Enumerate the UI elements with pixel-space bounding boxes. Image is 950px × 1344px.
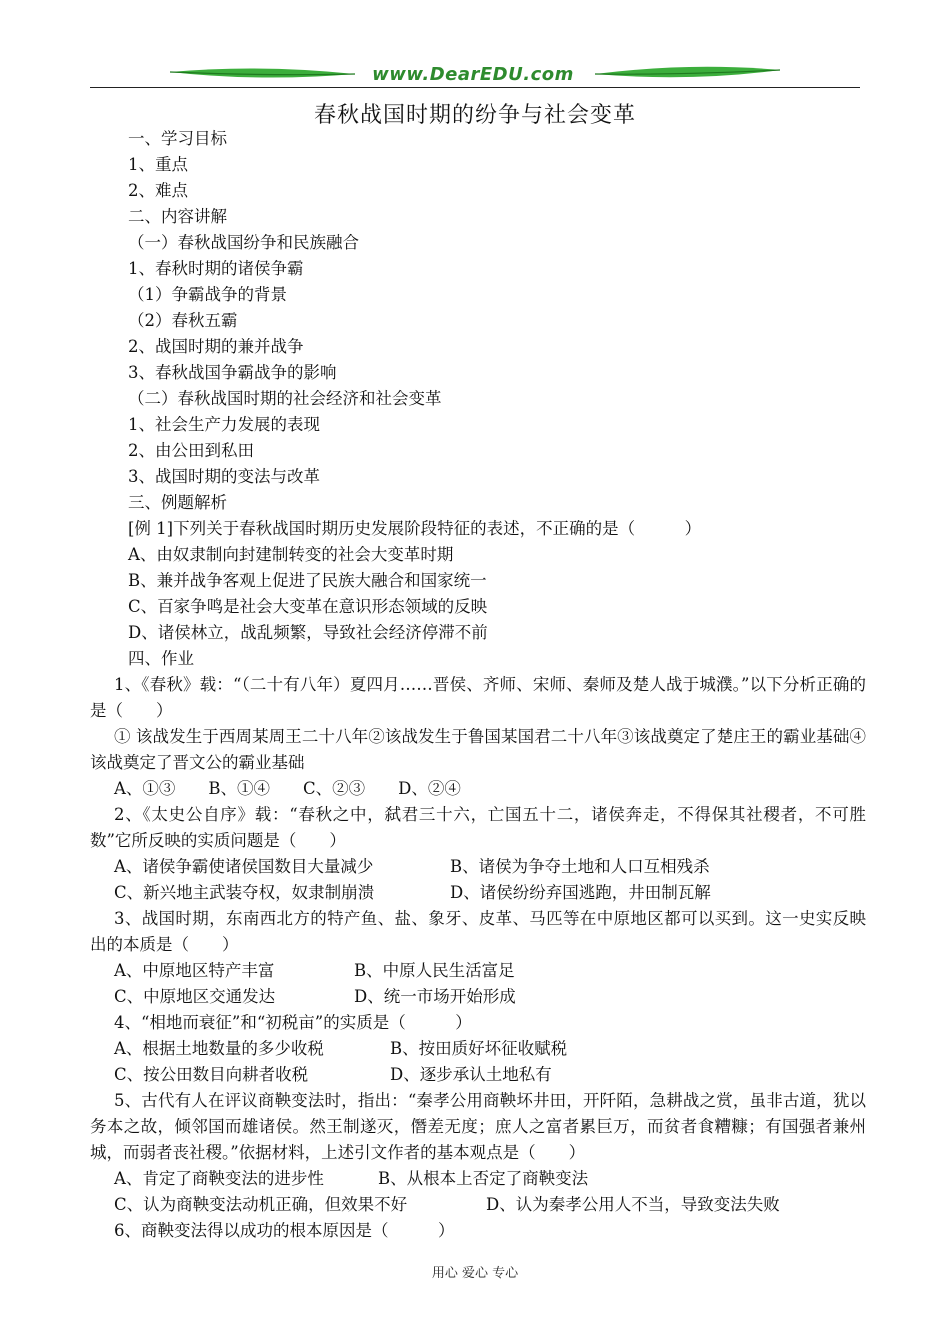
- outline-line: （一）春秋战国纷争和民族融合: [128, 233, 359, 252]
- homework-question-5: 5、古代有人在评议商鞅变法时，指出：“秦孝公用商鞅坏井田，开阡陌，急耕战之赏，虽非古道，犹以务本之故，倾邻国而雄诸侯。然王制遂灭，僭差无度；庶人之富者累巨万，而贫者食糟糠；有国强者兼州城，而弱者丧社稷。”依据材料，上述引文作者的基本观点是（ ）: [90, 1091, 866, 1162]
- outline-line: 1、春秋时期的诸侯争霸: [128, 259, 304, 278]
- outline-line: 2、难点: [128, 181, 188, 200]
- option-b: B、中原人民生活富足: [354, 961, 515, 980]
- homework-q1-items: ① 该战发生于西周某周王二十八年②该战发生于鲁国某国君二十八年③该战奠定了楚庄王的霸业基础④该战奠定了晋文公的霸业基础: [90, 727, 866, 772]
- option-b: B、诸侯为争夺土地和人口互相残杀: [450, 857, 710, 876]
- outline-line: 2、由公田到私田: [128, 441, 254, 460]
- homework-q5-options-row: [90, 1166, 866, 1192]
- homework-q4-options-row: [90, 1062, 866, 1088]
- outline-line: （1）争霸战争的背景: [128, 285, 287, 304]
- homework-question-4: 4、“相地而衰征”和“初税亩”的实质是（ ）: [114, 1013, 472, 1032]
- document-body: [90, 126, 866, 1244]
- option-c: C、新兴地主武装夺权，奴隶制崩溃: [114, 883, 375, 902]
- outline-line: 1、重点: [128, 155, 188, 174]
- homework-question-2: 2、《太史公自序》载：“春秋之中，弑君三十六，亡国五十二，诸侯奔走，不得保其社稷者，不可胜数”它所反映的实质问题是（ ）: [90, 805, 866, 850]
- outline-line: 一、学习目标: [128, 129, 227, 148]
- option-d: D、认为秦孝公用人不当，导致变法失败: [486, 1195, 780, 1214]
- outline-line: 3、战国时期的变法与改革: [128, 467, 320, 486]
- option-a: A、中原地区特产丰富: [114, 961, 275, 980]
- option-a: A、肯定了商鞅变法的进步性: [114, 1169, 324, 1188]
- homework-q3-options-row: [90, 984, 866, 1010]
- homework-q1-options: A、①③ B、①④ C、②③ D、②④: [114, 779, 461, 798]
- outline-line: 1、社会生产力发展的表现: [128, 415, 320, 434]
- homework-q2-options-row: [90, 854, 866, 880]
- option-b: B、按田质好坏征收赋税: [390, 1039, 568, 1058]
- homework-q3-options-row: [90, 958, 866, 984]
- page-title: 春秋战国时期的纷争与社会变革: [313, 103, 636, 128]
- homework-question-6: 6、商鞅变法得以成功的根本原因是（ ）: [114, 1221, 455, 1240]
- option-c: C、中原地区交通发达: [114, 987, 276, 1006]
- homework-q4-options-row: [90, 1036, 866, 1062]
- example-option: B、兼并战争客观上促进了民族大融合和国家统一: [128, 571, 487, 590]
- example-question: [例 1]下列关于春秋战国时期历史发展阶段特征的表述，不正确的是（ ）: [128, 519, 702, 538]
- option-d: D、逐步承认土地私有: [390, 1065, 552, 1084]
- header-logo: [170, 60, 780, 88]
- option-c: C、按公田数目向耕者收税: [114, 1065, 309, 1084]
- logo-text: www.DearEDU.com: [372, 64, 574, 85]
- outline-line: （2）春秋五霸: [128, 311, 238, 330]
- homework-question-1: 1、《春秋》载：“（二十有八年）夏四月……晋侯、齐师、宋师、秦师及楚人战于城濮。”以下分析正确的是（ ）: [90, 675, 866, 720]
- outline-line: （二）春秋战国时期的社会经济和社会变革: [128, 389, 442, 408]
- option-c: C、认为商鞅变法动机正确，但效果不好: [114, 1195, 408, 1214]
- homework-question-3: 3、战国时期，东南西北方的特产鱼、盐、象牙、皮革、马匹等在中原地区都可以买到。这一史实反映出的本质是（ ）: [90, 909, 866, 954]
- option-b: B、从根本上否定了商鞅变法: [378, 1169, 589, 1188]
- page-footer: 用心 爱心 专心: [431, 1266, 519, 1281]
- option-d: D、诸侯纷纷弃国逃跑，井田制瓦解: [450, 883, 711, 902]
- outline-line: 二、内容讲解: [128, 207, 227, 226]
- option-a: A、诸侯争霸使诸侯国数目大量减少: [114, 857, 374, 876]
- header-rule: [90, 87, 860, 88]
- outline-line: 3、春秋战国争霸战争的影响: [128, 363, 337, 382]
- example-option: C、百家争鸣是社会大变革在意识形态领域的反映: [128, 597, 488, 616]
- outline-line: 2、战国时期的兼并战争: [128, 337, 304, 356]
- outline-line: 三、例题解析: [128, 493, 227, 512]
- option-d: D、统一市场开始形成: [354, 987, 516, 1006]
- example-option: A、由奴隶制向封建制转变的社会大变革时期: [128, 545, 454, 564]
- example-option: D、诸侯林立，战乱频繁，导致社会经济停滞不前: [128, 623, 488, 642]
- homework-q5-options-row: [90, 1192, 866, 1218]
- homework-q2-options-row: [90, 880, 866, 906]
- option-a: A、根据土地数量的多少收税: [114, 1039, 324, 1058]
- outline-line: 四、作业: [128, 649, 194, 668]
